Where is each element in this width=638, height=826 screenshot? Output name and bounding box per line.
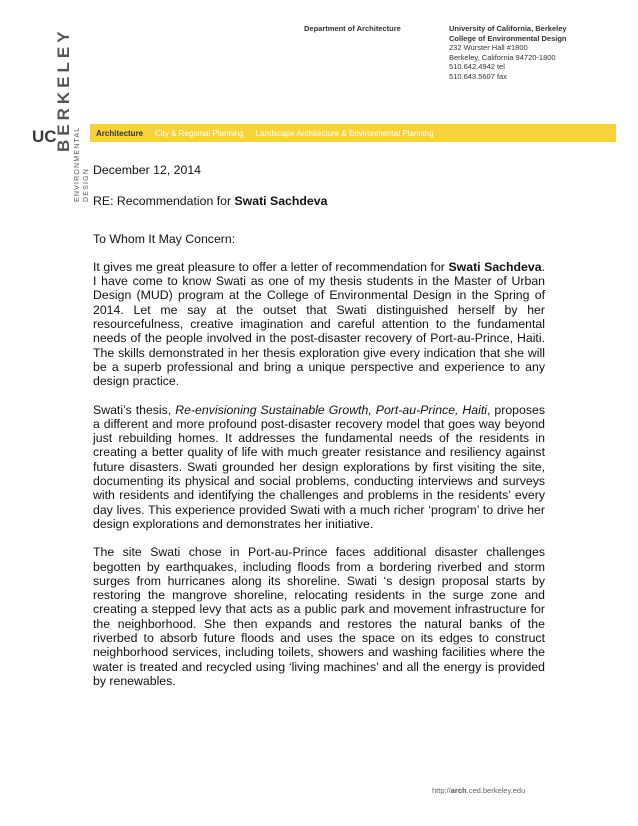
paragraph-1-name: Swati Sachdeva [448,259,542,274]
letter-date: December 12, 2014 [93,163,202,177]
paragraph-2-start: Swati’s thesis, [93,402,176,417]
letter-body [93,163,545,702]
address-university: University of California, Berkeley [449,24,567,33]
paragraph-2-rest: , proposes a different and more profound post-disaster recovery model that goes way beyond just rebuilding homes. It addresses the fundamental needs of the residents in creating a better quality of life with much greater resistance and resiliency against future disasters. Swati grounded her design explorations by first visiting the site, documenting its physical and social problems, conducting interviews and surveys with residents and identifying the challenges and problems in the residents’ every day lives. This experience provided Swati with a much richer ‘program’ to drive her design explorations and demonstrates her initiative. [93,402,545,531]
footer-url-suffix: .ced.berkeley.edu [466,786,526,795]
address-fax: 510.643.5607 fax [449,71,507,81]
address-phone: 510.642.4942 tel [449,62,505,71]
address-college: College of Environmental Design [449,33,567,43]
footer-url [432,786,525,795]
subject-name: Swati Sachdeva [234,194,328,209]
subject-prefix: RE: Recommendation for [93,194,235,209]
paragraph-2-thesis-title: Re-envisioning Sustainable Growth, Port-au-Prince, Haiti [175,402,488,417]
logo-design: DESIGN [83,167,90,202]
address-city: Berkeley, California 94720-1800 [449,52,556,62]
logo-berkeley: BERKELEY [54,27,73,152]
logo-environmental: ENVIRONMENTAL [74,126,81,202]
department-nav-bar [90,124,616,142]
paragraph-1-rest: . I have come to know Swati as one of my thesis students in the Master of Urban Design (MUD) program at the College of Environmental Design in the Spring of 2014. Let me say at the outset that Swati distinguished herself by her resourcefulness, creative imagination and careful attention to the fundamental needs of the people involved in the post-disaster recovery of Port-au-Prince, Haiti. The skills demonstrated in her thesis exploration give every indication that she will be a superb professional and bring a unique perspective and experience to any design practice. [93,259,545,389]
logo-uc: UC [32,127,57,146]
berkeley-logo [26,27,90,210]
paragraph-1 [93,260,545,389]
address-block [449,24,567,81]
footer-url-bold: arch [450,786,467,795]
paragraph-3: The site Swati chose in Port-au-Prince faces additional disaster challenges begotten by earthquakes, including floods from a bordering riverbed and storm surges from hurricanes along its shoreline. Swati ‘s design proposal starts by restoring the mangrove shoreline, relocating residents in the surge zone and creating a stepped levy that acts as a public park and movement infrastructure for the neighborhood. She then expands and restores the natural banks of the riverbed to absorb future floods and uses the space on its edges to construct neighborhood services, including toilets, showers and washing facilities where the water is treated and recycled using ‘living machines’ and all the energy is provided by renewables. [93,545,545,688]
paragraph-2 [93,403,545,532]
nav-landscape-architecture: Landscape Architecture & Environmental Planning [255,128,434,138]
footer-url-prefix: http:// [432,786,451,795]
address-street: 232 Wurster Hall #1800 [449,43,528,52]
letter-subject [93,194,545,208]
nav-architecture: Architecture [96,128,144,138]
department-name: Department of Architecture [304,24,401,33]
nav-city-regional-planning: City & Regional Planning [155,128,244,138]
paragraph-1-start: It gives me great pleasure to offer a letter of recommendation for [93,259,449,274]
letter-salutation: To Whom It May Concern: [93,231,236,246]
